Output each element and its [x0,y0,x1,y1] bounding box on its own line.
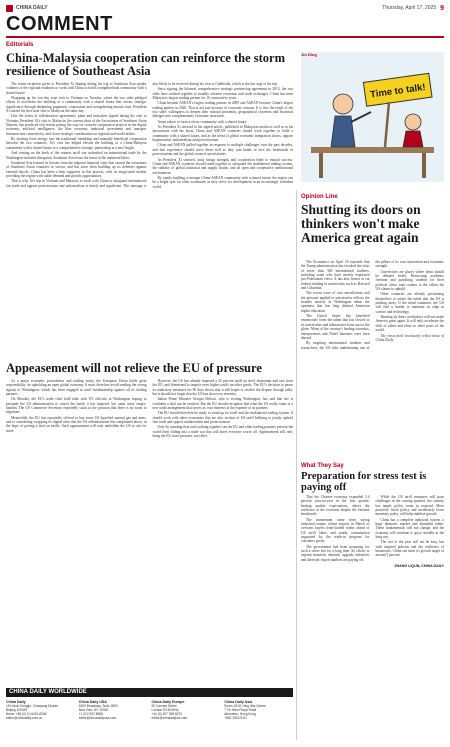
office-line: New York, NY 10036 [78,708,109,712]
what-they-say-label: What They Say [301,463,344,469]
paragraph: China and ASEAN pulled together in response to multiple challenges over the past decades, and that experience should serve them well as they join hands to face the headwinds of protectionism and the global storm of uncertainties. [152,143,293,157]
office-line: Aberdeen, Hong Kong [224,712,256,716]
paragraph: That is why Xi's trip to Vietnam and Malaysia to work with China to safeguard international fair trade and oppose protectionism and unilateralism is timely and significant. This message is also likely to be received during his visit to Cambodia, which is the last stop of his trip. [6,82,278,188]
office-line: 90 Cannon Street [151,704,177,708]
worldwide-footer [6,688,293,742]
cartoon-credit: Jin Ding [301,52,317,57]
office-line: Room 1818, Hing Wai Centre [224,704,266,708]
cartoon-figure-2-head [405,114,421,130]
paragraph: While the US tariff measures will pose challenges in the coming quarters, the country has ample policy room to respond. More proactive fiscal policy and moderately loose monetary policy will help stabilize growth. [375,495,444,517]
opinion-headline: Shutting its doors on thinkers won't make America great again [301,202,421,245]
masthead-rule [6,36,444,38]
paragraph: As a major economic powerhouse and trading entity, the European Union holds great responsibility for upholding an open global economy. It must therefore avoid sending the wrong signals to Washington, which has been engaged in tariff brinkmanship against all its trading partners. [6,379,147,397]
paragraph: Like the series of collaboration agreements, plans and initiatives signed during his visit to Vietnam, President Xi's visit to Malaysia, the current chair of the Association of Southeast Asian Nations, has produced rich results paving the way for concrete cooperation projects in the digital economy, artificial intelligence, the blue economy, industrial investment and transport infrastructure connectivity, and closer strategic coordination on regional and world affairs. [6,114,147,136]
paragraph: As President Xi stressed in his signed article, published in Malaysian media as well as in his interactions with his hosts, China and ASEAN countries should work together to build a community with a shared future, and as the trend of global economic integration shows, oppose hegemonism, unilateralism and protectionism. [152,125,293,143]
paragraph: However, the US has already imposed a 25 percent tariff on steel, aluminum and cars from the EU, and threatened to impose even higher tariffs on other goods. The EU's decision to pause its retaliatory measures for 90 days shows that it still hopes to resolve the dispute through talks, but it should not forget that the US has shown no sincerity. [152,379,293,397]
office-line: +44 (0) 207 398 8270 [151,712,183,716]
brand-name: CHINA DAILY [16,5,48,11]
paragraph: Shutting its doors on thinkers will not make America great again. It will only accelerate the shift of talent and ideas to other parts of the world. [375,315,444,333]
office-cell [79,700,148,720]
office-title: China Daily Europe [151,700,185,704]
what-they-say-headline: Preparation for stress test is paying off [301,471,427,493]
paragraph: Wrapping up his two-day state visit to Vietnam on Tuesday, where the two sides pledged efforts to accelerate the building of a community with a shared future that carries strategic significance through deepening pragmatic cooperation and strengthening mutual trust, President Xi started his first state visit to Malaysia the same day. [6,96,147,114]
brand [6,5,48,12]
editorial-2 [6,362,293,438]
paragraph: Universities are places where ideas should be debated freely. Restricting academic freedom and punishing students for their political views runs counter to the values the US claims to uphold. [375,269,444,292]
office-line: News: +86 (0) 10 6491-8366 [6,712,47,716]
footer-offices [6,700,293,720]
paragraph: China has a complete industrial system, a huge domestic market and abundant talent. These fundamentals will not change, and the economy will continue to grow steadily in the long run. [375,517,444,540]
paragraph: Southeast Asia learned its lessons from the regional financial crisis that caused the economies of Southeast Asian countries to swoon, and has since been building up its defenses against external shocks. China has been a firm supporter in this process, with its mega-sized market providing the region with stable demand and growth opportunities. [6,160,147,178]
office-title: China Daily USA [78,700,107,704]
office-title: China Daily Asia [224,700,253,704]
paragraph: The government had been preparing for such a stress test for a long time. Its efforts to expand domestic demand, upgrade industries and diversify export markets are paying off. [301,544,370,562]
paragraph: The United States has benefited enormously from the talent that has flowed to its universities and laboratories from across the globe. Many of the country's leading scientists, entrepreneurs and Nobel laureates were born abroad. [301,314,370,340]
cartoon-svg [301,52,444,182]
china-daily-logo-icon [6,5,13,12]
paragraph: By ejecting fresh energy into the traditional friendship and mutually beneficial cooperation between the two countries, Xi's visit has helped elevate the building of a China-Malaysia community with a shared future to a comprehensive strategic partnership at a new height. [6,137,147,150]
byline: ZHANG LIQUN, CHINA DAILY [394,564,444,569]
paragraph: The warm reception given to President Xi Jinping during his trip to Southeast Asia speaks volumes of the regional readiness to work with China to build a neighborhood community with a shared future. [6,82,147,95]
office-cell [224,700,293,720]
paragraph: Meanwhile, the EU has reportedly offered to buy more US liquefied natural gas and arms, and is considering scrapping its digital rules that the US administration has complained about, in the hope of getting a deal on tariffs. Such appeasement will only embolden the US to ask for more. [6,415,147,433]
office-line: editor@chinadaily.com.cn [6,716,43,720]
paragraph: Italian Prime Minister Giorgia Meloni, who is visiting Washington, has said that she is confident a deal can be reached. But the EU should recognize that what the US really wants is a new trade arrangement that serves its own interests at the expense of its partners. [152,397,293,411]
paragraph: By jointly building a stronger China-ASEAN community with a shared future, the region can be a bright spot for other economies as they strive for development in an increasingly turbulent world. [152,175,293,189]
cartoon-table-leg [319,153,323,178]
cartoon-figure-2-body [403,131,423,147]
editorial-2-body [6,379,293,438]
cartoon-figure-body [331,116,355,147]
opinion-body [301,260,444,350]
office-title: China Daily [6,700,26,704]
paragraph: The rest of the year will not be easy, but with targeted policies and the resilience of businesses, China can meet its growth target of around 5 percent. [375,540,444,558]
what-they-say-body [301,495,444,562]
office-line: +852 2518 5111 [224,716,247,720]
office-line: 7 Tin Wan Praya Road [224,708,257,712]
footer-title: CHINA DAILY WORLDWIDE [6,688,293,697]
office-line: London EC4N 6HA [151,708,179,712]
paragraph: Only by standing firm and working together can the EU and other trading partners prevent the world from sliding into a trade war that will leave everyone worse off. Appeasement will only bring the EU more pressure, not relief. [152,425,293,439]
paragraph: By targeting international students and researchers, the US risks undermining one of the pillars of its own innovation and economic strength. [301,260,444,350]
paragraph: China became ASEAN's largest trading partner in 2009 and ASEAN became China's largest trading partner in 2020. That is not just because of economic reasons. It is also the result of the two sides' willingness to deepen their cultural proximity, geographical closeness and historical linkages into complementary economic structures. [152,101,293,119]
paragraph: The Economist on April 10 reported that the Trump administration has revoked the visas of more than 300 international students, including some who have merely expressed pro-Palestinian views. It has also frozen or cut federal funding to universities such as Harvard and Columbia. [301,260,370,291]
what-they-say-body-wrap [301,495,444,568]
office-cell [152,700,221,720]
editorial-1-headline: China-Malaysia cooperation can reinforce the storm resilience of Southeast Asia [6,51,286,78]
office-line: editor@chinadailyuk.com [151,716,188,720]
disclaimer: The views don't necessarily reflect those of China Daily. [375,333,444,342]
paragraph: The momentum came from strong industrial output, robust exports in March as overseas buyers front-loaded orders ahead of US tariff hikes, and steady consumption supported by the trade-in program for consumer goods. [301,517,370,544]
cartoon-figure-head [333,94,353,114]
editorial-2-headline: Appeasement will not relieve the EU of pressure [6,361,262,375]
opinion-line-label: Opinion Line [301,194,338,200]
cartoon-illustration [301,52,444,182]
cartoon-table [311,147,434,153]
cartoon-sign-text: Time to talk! [369,81,427,101]
paragraph: The recent wave of visa cancellations and the pressure applied to universities reflects the broader anxiety in Washington about the openness that has long defined American higher education. [301,291,370,313]
office-line: 15 Huixin Dongjie, Chaoyang District [6,704,58,708]
office-line: editor@chinadailyusa.com [78,716,117,720]
paragraph: That the Chinese economy expanded 5.4 percent year-on-year in the first quarter, beating market expectations, shows the resilience of the economy despite the external headwinds. [301,495,370,517]
editorials-label: Editorials [6,42,34,48]
paragraph: The EU should therefore be ready to stand up for itself and the multilateral trading system. It should work with other economies that are also victims of US tariff bullying to jointly uphold free trade and oppose unilateralism and protectionism. [152,411,293,425]
column-divider [296,190,297,740]
section-title: COMMENT [6,13,113,35]
paragraph: Since signing the bilateral comprehensive strategic partnership agreement in 2013, the two sides have worked together to steadily advance economic and trade exchanges. China has been Malaysia's largest trading partner for 16 consecutive years. [152,87,293,101]
paragraph: Other countries are already positioning themselves to attract the talent that the US is pushing away. If the trend continues, the US will find it harder to maintain its edge in science and technology. [375,292,444,314]
date-line: Thursday, April 17, 2025 [382,5,437,11]
paragraph: On Monday, the EU's trade chief held talks with US officials in Washington hoping to persuade the US administration to cancel the tariffs it has imposed, but came away empty-handed. The US Commerce Secretary reportedly stuck to the position that there is no room to negotiate. [6,397,147,415]
editorial-1 [6,52,293,189]
office-line: 1500 Broadway, Suite 2800 [78,704,118,708]
office-line: Beijing 100029 [6,708,28,712]
editorial-1-body [6,82,293,189]
cartoon-table-leg [422,153,426,178]
paragraph: Asian values to form a closer community with a shared future. [157,119,248,124]
top-bar [6,3,444,13]
paragraph: And coming on the heels of the ruinous tariff war unleashed on international trade by the Washington-initiated disruption, Southeast Asia bears the brunt of the unilateral hikes. [6,151,147,160]
page-number: 9 [440,4,444,12]
office-line: +1 212 537 8888 [78,712,103,716]
paragraph: As President Xi stressed, unity brings strength, and cooperation leads to mutual success. China and ASEAN countries should stand together to safeguard the multilateral trading system, the stability of global industrial and supply chains, and an open and cooperative international environment. [152,157,293,175]
office-cell [6,700,75,720]
